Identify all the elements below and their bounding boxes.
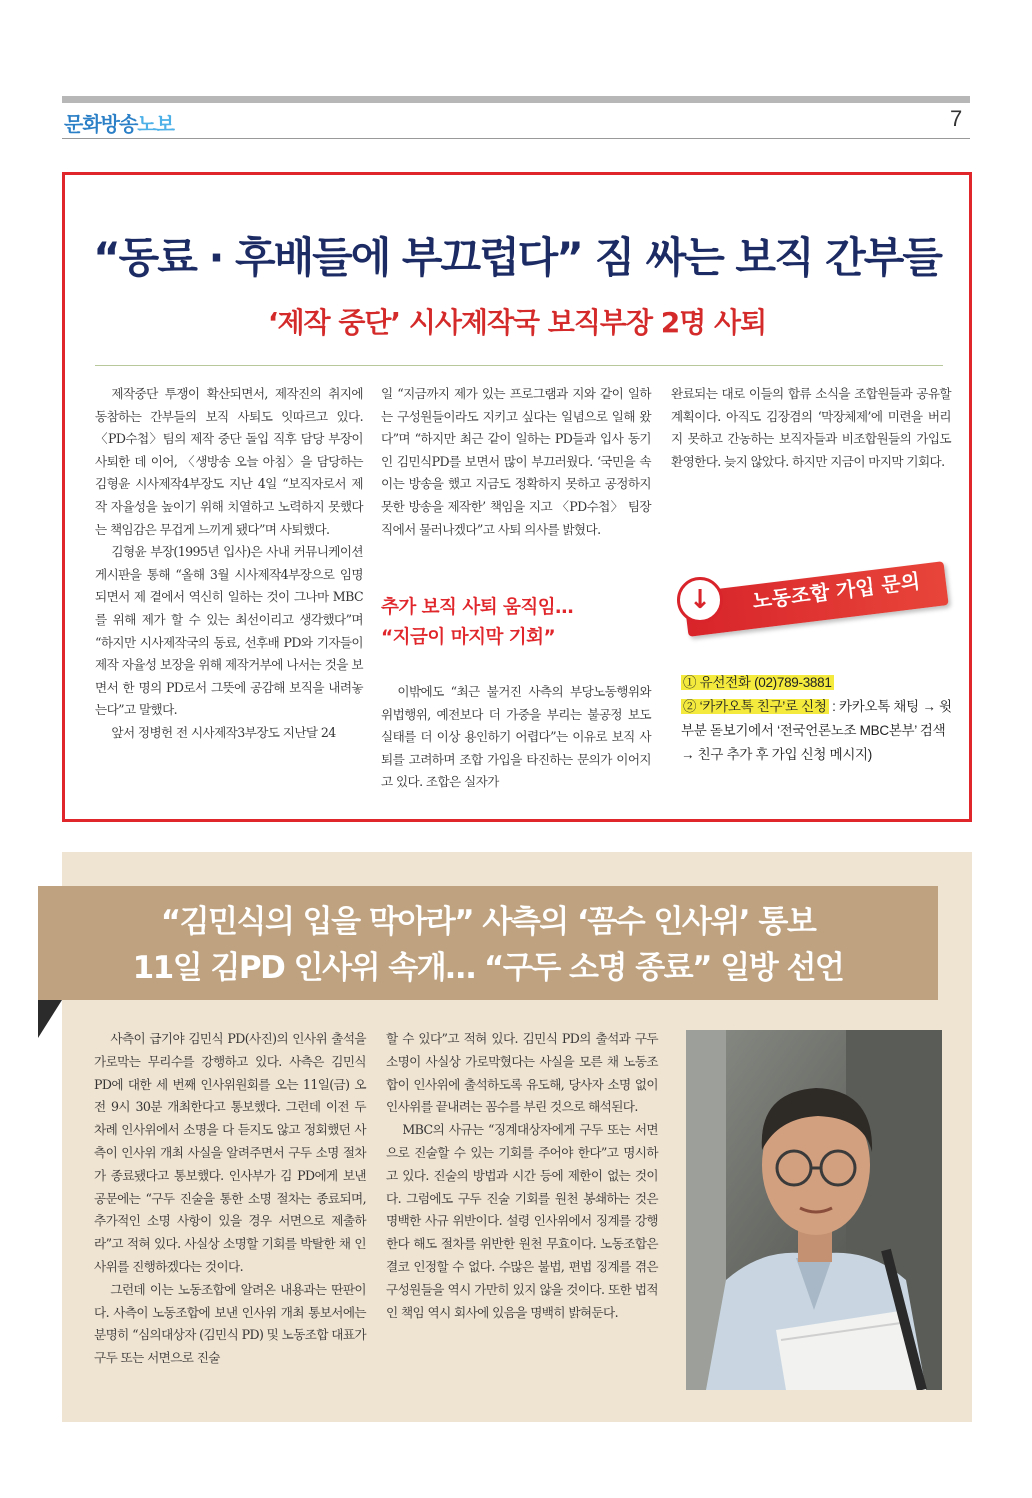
contact-phone: ① 유선전화 (02)789-3881 [683,675,832,690]
band-fold-corner [38,1000,62,1038]
article1-side-heading: 추가 보직 사퇴 움직임… “지금이 마지막 기회” [381,597,574,648]
article2-paragraph: 할 수 있다”고 적혀 있다. 김민식 PD의 출석과 구두 소명이 사실상 가로막혔다는 사실을 모른 채 노동조합이 인사위에 출석하도록 유도해, 당사자 소명 없이 인사위를 끝내려는 꼼수를 부린 것으로 해석된다. [386,1031,658,1115]
down-arrow-icon: ↓ [677,577,723,623]
article-box-resignations [62,172,972,822]
header-divider [62,138,970,139]
article2-paragraph: MBC의 사규는 “징계대상자에게 구두 또는 서면으로 진술할 수 있는 기회를 주어야 한다”고 명시하고 있다. 진술의 방법과 시간 등에 제한이 없는 것이다. 그럼에도 구두 진술 기회를 원천 봉쇄하는 것은 명백한 사규 위반이다. 설령 인사위에서 징계를 강행한다 해도 절차를 위반한 원천 무효이다. 노동조합은 결코 인정할 수 없다. 수많은 불법, 편법 징계를 겪은 구성원들을 역시 가만히 있지 않을 것이다. 또한 법적인 책임 역시 회사에 있음을 명백히 밝혀둔다. [386,1122,658,1320]
header-top-bar [62,96,970,103]
contact-kakao-instructions: : 카카오톡 채팅 → 윗부분 돋보기에서 ‘전국언론노조 MBC본부’ 검색 → 친구 추가 후 가입 신청 메시지) [681,699,952,762]
union-join-label: 노동조합 가입 문의 [751,568,922,614]
article1-headline: “동료 · 후배들에 부끄럽다” 짐 싸는 보직 간부들 [93,233,941,282]
page-number: 7 [950,106,963,131]
article1-divider [95,365,943,366]
article2-headline-line1: “김민식의 입을 막아라” 사측의 ‘꼼수 인사위’ 통보 [160,904,816,940]
article1-paragraph: 일 “지금까지 제가 있는 프로그램과 지와 같이 일하는 구성원들이라도 지키고 싶다는 일념으로 일해 왔다”며 “하지만 최근 같이 일하는 PD들과 입사 동기인 김민식PD를 보면서 많이 부끄러웠다. ‘국민을 속이는 방송을 했고 지금도 정확하지 못하고 공정하지 못한 방송을 제작한’ 책임을 지고 〈PD수첩〉 팀장 직에서 물러나겠다”고 사퇴 의사를 밝혔다. [381,386,651,537]
article1-paragraph: 앞서 정병헌 전 시사제작3부장도 지난달 24 [111,724,336,740]
article1-column-2-lower [381,681,651,794]
article2-headline-line2: 11일 김PD 인사위 속개… “구두 소명 종료” 일방 선언 [132,950,844,986]
article1-paragraph: 김형윤 부장(1995년 입사)은 사내 커뮤니케이션 게시판을 통해 “올해 3월 시사제작4부장으로 임명되면서 제 곁에서 역신히 일하는 것이 그나마 MBC를 위해 제가 할 수 있는 최선이리고 생각했다”며 “하지만 시사제작국의 동료, 선후배 PD와 기자들이 제작 자율성 보장을 위해 제작거부에 나서는 것을 보면서 한 명의 PD로서 그뜻에 공감해 보직을 내려놓는다”고 말했다. [95,544,363,718]
article2-column-1 [94,1028,366,1370]
contact-kakao-label: ② ‘카카오톡 친구’로 신청 [683,699,827,714]
article1-column-1 [95,383,363,745]
union-contact-info [681,671,961,767]
article2-headline-band [38,886,938,1000]
article2-paragraph: 사측이 급기야 김민식 PD(사진)의 인사위 출석을 가로막는 무리수를 강행하고 있다. 사측은 김민식 PD에 대한 세 번째 인사위원회를 오는 11일(금) 오전 9시 30분 개최한다고 통보했다. 그런데 이전 두 차례 인사위에서 소명을 다 듣지도 않고 정회했던 사측이 인사위 개최 사실을 알려주면서 구두 소명 절차가 종료됐다고 통보했다. 인사부가 김 PD에게 보낸 공문에는 “구두 진술을 통한 소명 절차는 종료되며, 추가적인 소명 사항이 있을 경우 서면으로 제출하라”고 적혀 있다. 사실상 소명할 기회를 박탈한 채 인사위를 진행하겠다는 것이다. [94,1031,366,1274]
union-join-banner [671,567,955,625]
article2-column-2 [386,1028,658,1324]
article2-paragraph: 그런데 이는 노동조합에 알려온 내용과는 딴판이다. 사측이 노동조합에 보낸 인사위 개최 통보서에는 분명히 “심의대상자 (김민식 PD) 및 노동조합 대표가 구두 또는 서면으로 진술 [94,1281,367,1366]
article1-paragraph: 이밖에도 “최근 불거진 사측의 부당노동행위와 위법행위, 예전보다 더 가중을 부리는 불공정 보도 실태를 더 이상 용인하기 어렵다”는 이유로 보직 사퇴를 고려하며 조합 가입을 타진하는 문의가 이어지고 있다. 조합은 실자가 [381,684,651,790]
article1-column-2 [381,383,651,541]
article1-paragraph: 제작중단 투쟁이 확산되면서, 제작진의 취지에 동참하는 간부들의 보직 사퇴도 잇따르고 있다. 〈PD수첩〉팀의 제작 중단 돌입 직후 담당 부장이 사퇴한 데 이어, 〈생방송 오늘 아침〉을 담당하는 김형윤 시사제작4부장도 지난 4일 “보직자로서 제작 자율성을 높이기 위해 치열하고 노력하지 못했다는 책임감은 무겁게 느끼게 됐다”며 사퇴했다. [95,386,363,537]
article1-paragraph: 완료되는 대로 이들의 합류 소식을 조합원들과 공유할 계획이다. 아직도 김장겸의 ‘막장체제’에 미련을 버리지 못하고 간농하는 보직자들과 비조합원들의 가입도 환영한다. 늦지 않았다. 하지만 지금이 마지막 기회다. [671,386,951,469]
article1-column-3 [671,383,951,473]
portrait-illustration [686,1030,942,1390]
article1-subheadline: ‘제작 중단’ 시사제작국 보직부장 2명 사퇴 [267,306,767,339]
newsletter-logo: 문화방송노보 [64,112,174,136]
portrait-photo [686,1030,942,1390]
